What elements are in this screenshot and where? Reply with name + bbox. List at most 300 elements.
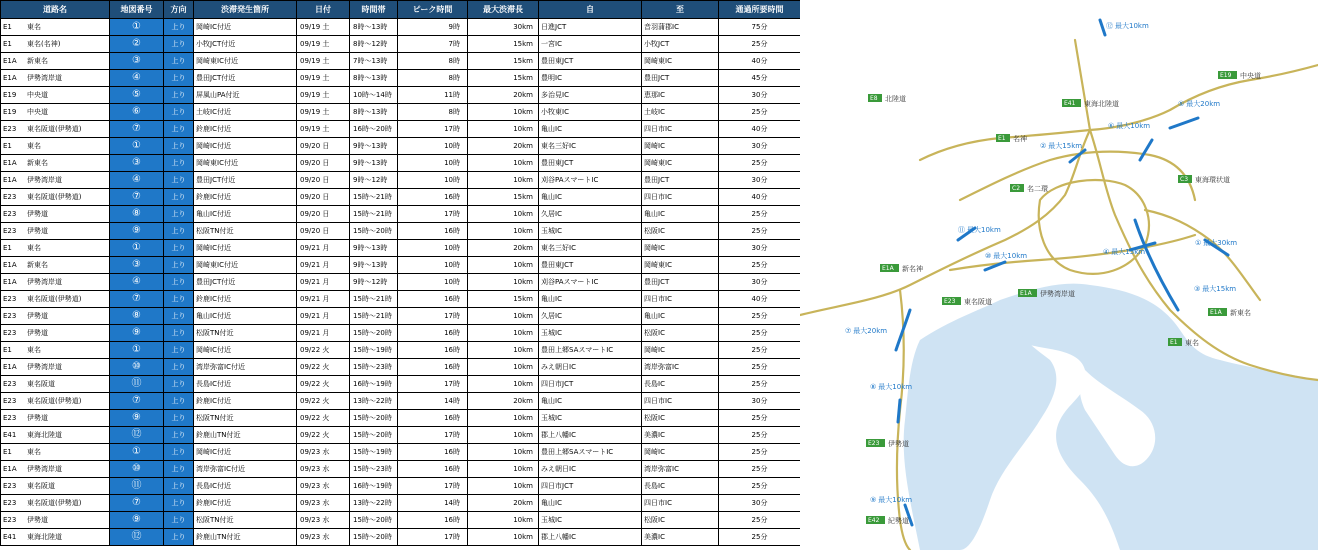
cell-len: 10km bbox=[468, 308, 539, 325]
cell-dir: 上り bbox=[164, 427, 194, 444]
road-code: E23 bbox=[3, 516, 17, 524]
cell-loc: 屏風山PA付近 bbox=[194, 87, 297, 104]
cell-dur: 25分 bbox=[719, 223, 801, 240]
cell-dur: 40分 bbox=[719, 121, 801, 138]
cell-from: 久居IC bbox=[539, 206, 642, 223]
road-badge-name: 東海北陸道 bbox=[1084, 100, 1119, 108]
cell-peak: 8時 bbox=[398, 53, 468, 70]
cell-peak: 16時 bbox=[398, 223, 468, 240]
table-row bbox=[1, 172, 801, 189]
road-name: 伊勢道 bbox=[27, 414, 48, 422]
cell-time: 15時～21時 bbox=[350, 308, 398, 325]
cell-len: 10km bbox=[468, 172, 539, 189]
cell-time: 15時～19時 bbox=[350, 342, 398, 359]
cell-time: 15時～23時 bbox=[350, 359, 398, 376]
road-name: 伊勢道 bbox=[27, 227, 48, 235]
header-to: 至 bbox=[642, 1, 719, 19]
cell-road bbox=[1, 495, 110, 512]
road-badge-name: 東名 bbox=[1185, 339, 1199, 347]
cell-peak: 17時 bbox=[398, 529, 468, 546]
cell-dur: 25分 bbox=[719, 342, 801, 359]
cell-from: 玉城IC bbox=[539, 410, 642, 427]
cell-dir: 上り bbox=[164, 308, 194, 325]
cell-peak: 16時 bbox=[398, 342, 468, 359]
cell-road bbox=[1, 444, 110, 461]
cell-peak: 14時 bbox=[398, 393, 468, 410]
cell-to: 岡崎IC bbox=[642, 342, 719, 359]
cell-dir: 上り bbox=[164, 444, 194, 461]
cell-dur: 25分 bbox=[719, 478, 801, 495]
road-name: 伊勢湾岸道 bbox=[27, 278, 62, 286]
congestion-label-text: 最大10km bbox=[993, 252, 1028, 260]
table-row bbox=[1, 512, 801, 529]
cell-peak: 11時 bbox=[398, 87, 468, 104]
cell-dur: 25分 bbox=[719, 461, 801, 478]
table-row bbox=[1, 240, 801, 257]
road-name: 伊勢道 bbox=[27, 329, 48, 337]
cell-road bbox=[1, 19, 110, 36]
cell-len: 10km bbox=[468, 461, 539, 478]
cell-date: 09/23 水 bbox=[297, 495, 350, 512]
cell-date: 09/21 月 bbox=[297, 274, 350, 291]
congestion-label-number: ⑨ bbox=[870, 496, 877, 504]
road-code: E23 bbox=[3, 499, 17, 507]
cell-date: 09/19 土 bbox=[297, 104, 350, 121]
cell-to: 四日市IC bbox=[642, 495, 719, 512]
cell-time: 15時～20時 bbox=[350, 512, 398, 529]
cell-loc: 土岐IC付近 bbox=[194, 104, 297, 121]
cell-dur: 25分 bbox=[719, 104, 801, 121]
cell-dur: 30分 bbox=[719, 138, 801, 155]
cell-road bbox=[1, 410, 110, 427]
road-name: 東名 bbox=[27, 142, 41, 150]
cell-dur: 30分 bbox=[719, 240, 801, 257]
congestion-label-number: ⑥ bbox=[1108, 122, 1115, 130]
road-code: E19 bbox=[3, 108, 17, 116]
cell-to: 松阪IC bbox=[642, 512, 719, 529]
cell-dir: 上り bbox=[164, 104, 194, 121]
cell-len: 20km bbox=[468, 393, 539, 410]
cell-dur: 25分 bbox=[719, 308, 801, 325]
congestion-map bbox=[800, 0, 1318, 550]
cell-dur: 25分 bbox=[719, 206, 801, 223]
cell-from: 久居IC bbox=[539, 308, 642, 325]
cell-map: ① bbox=[110, 138, 164, 155]
cell-to: 岡崎IC bbox=[642, 138, 719, 155]
cell-time: 8時～13時 bbox=[350, 104, 398, 121]
road-badge-code: E1 bbox=[1170, 339, 1178, 346]
cell-date: 09/22 火 bbox=[297, 359, 350, 376]
cell-peak: 16時 bbox=[398, 461, 468, 478]
cell-len: 10km bbox=[468, 257, 539, 274]
cell-to: 恵那IC bbox=[642, 87, 719, 104]
road-code: E23 bbox=[3, 193, 17, 201]
cell-to: 小牧JCT bbox=[642, 36, 719, 53]
header-date: 日付 bbox=[297, 1, 350, 19]
cell-dir: 上り bbox=[164, 19, 194, 36]
cell-road bbox=[1, 359, 110, 376]
cell-dur: 30分 bbox=[719, 274, 801, 291]
cell-map: ⑨ bbox=[110, 512, 164, 529]
table-row bbox=[1, 138, 801, 155]
cell-map: ⑤ bbox=[110, 87, 164, 104]
cell-time: 9時～13時 bbox=[350, 240, 398, 257]
cell-dur: 25分 bbox=[719, 376, 801, 393]
table-row bbox=[1, 393, 801, 410]
cell-date: 09/21 月 bbox=[297, 308, 350, 325]
cell-peak: 17時 bbox=[398, 121, 468, 138]
cell-dur: 25分 bbox=[719, 257, 801, 274]
cell-loc: 岡崎東IC付近 bbox=[194, 155, 297, 172]
cell-dur: 30分 bbox=[719, 87, 801, 104]
cell-time: 9時～13時 bbox=[350, 155, 398, 172]
cell-map: ③ bbox=[110, 155, 164, 172]
cell-dur: 40分 bbox=[719, 189, 801, 206]
cell-peak: 17時 bbox=[398, 206, 468, 223]
cell-loc: 豊田JCT付近 bbox=[194, 274, 297, 291]
cell-map: ④ bbox=[110, 274, 164, 291]
cell-from: 豊田東JCT bbox=[539, 257, 642, 274]
header-from: 自 bbox=[539, 1, 642, 19]
cell-time: 15時～20時 bbox=[350, 410, 398, 427]
cell-peak: 16時 bbox=[398, 189, 468, 206]
cell-time: 9時～13時 bbox=[350, 257, 398, 274]
road-badge-name: 伊勢道 bbox=[888, 440, 909, 448]
cell-from: 豊明IC bbox=[539, 70, 642, 87]
road-name: 東名阪道(伊勢道) bbox=[27, 499, 82, 507]
congestion-label-text: 最大30km bbox=[1203, 239, 1238, 247]
road-code: E1 bbox=[3, 142, 12, 150]
road-name: 中央道 bbox=[27, 91, 48, 99]
road-code: E1A bbox=[3, 363, 17, 371]
road-code: E1A bbox=[3, 278, 17, 286]
cell-peak: 17時 bbox=[398, 427, 468, 444]
cell-time: 16時～19時 bbox=[350, 376, 398, 393]
road-code: E41 bbox=[3, 431, 17, 439]
road-badge-code: E42 bbox=[868, 517, 880, 524]
congestion-label-text: 最大15km bbox=[1202, 285, 1237, 293]
road-badge-code: E1A bbox=[1210, 309, 1222, 316]
road-code: E23 bbox=[3, 125, 17, 133]
road-name: 伊勢湾岸道 bbox=[27, 465, 62, 473]
table-row bbox=[1, 53, 801, 70]
road-code: E23 bbox=[3, 227, 17, 235]
cell-peak: 16時 bbox=[398, 512, 468, 529]
cell-loc: 湾岸弥富IC付近 bbox=[194, 359, 297, 376]
cell-loc: 松阪TN付近 bbox=[194, 223, 297, 240]
cell-dir: 上り bbox=[164, 478, 194, 495]
cell-dir: 上り bbox=[164, 495, 194, 512]
congestion-label-text: 最大10km bbox=[967, 226, 1001, 234]
cell-to: 岡崎東IC bbox=[642, 53, 719, 70]
cell-date: 09/21 月 bbox=[297, 257, 350, 274]
cell-time: 15時～20時 bbox=[350, 325, 398, 342]
cell-dir: 上り bbox=[164, 223, 194, 240]
cell-road bbox=[1, 325, 110, 342]
cell-from: 四日市JCT bbox=[539, 376, 642, 393]
road-badge bbox=[942, 297, 992, 306]
cell-road bbox=[1, 104, 110, 121]
road-badge-name: 東名阪道 bbox=[964, 298, 992, 306]
cell-road bbox=[1, 461, 110, 478]
cell-time: 15時～20時 bbox=[350, 427, 398, 444]
cell-to: 豊田JCT bbox=[642, 172, 719, 189]
table-row bbox=[1, 495, 801, 512]
cell-dir: 上り bbox=[164, 461, 194, 478]
cell-dur: 25分 bbox=[719, 444, 801, 461]
header-location: 渋滞発生箇所 bbox=[194, 1, 297, 19]
cell-from: 東名三好IC bbox=[539, 138, 642, 155]
cell-dir: 上り bbox=[164, 53, 194, 70]
road-badge bbox=[1178, 175, 1230, 184]
road-code: E23 bbox=[3, 380, 17, 388]
cell-map: ③ bbox=[110, 53, 164, 70]
cell-peak: 8時 bbox=[398, 104, 468, 121]
table-row bbox=[1, 444, 801, 461]
road-badge bbox=[866, 439, 909, 448]
jam-segment-8 bbox=[898, 400, 900, 422]
cell-road bbox=[1, 189, 110, 206]
cell-len: 10km bbox=[468, 104, 539, 121]
cell-to: 四日市IC bbox=[642, 393, 719, 410]
road-name: 東海北陸道 bbox=[27, 533, 62, 541]
cell-len: 10km bbox=[468, 155, 539, 172]
header-road: 道路名 bbox=[1, 1, 110, 19]
cell-dur: 25分 bbox=[719, 325, 801, 342]
cell-to: 四日市IC bbox=[642, 121, 719, 138]
table-row bbox=[1, 529, 801, 546]
cell-len: 10km bbox=[468, 359, 539, 376]
cell-from: 一宮IC bbox=[539, 36, 642, 53]
cell-len: 10km bbox=[468, 427, 539, 444]
road-name: 東名阪道(伊勢道) bbox=[27, 193, 82, 201]
cell-map: ⑥ bbox=[110, 104, 164, 121]
road-badge-name: 中央道 bbox=[1240, 72, 1261, 80]
cell-len: 15km bbox=[468, 189, 539, 206]
cell-map: ⑦ bbox=[110, 189, 164, 206]
table-body bbox=[1, 19, 801, 546]
table-row bbox=[1, 155, 801, 172]
cell-loc: 松阪TN付近 bbox=[194, 325, 297, 342]
road-name: 伊勢湾岸道 bbox=[27, 363, 62, 371]
road-code: E1 bbox=[3, 448, 12, 456]
cell-map: ④ bbox=[110, 70, 164, 87]
cell-date: 09/19 土 bbox=[297, 53, 350, 70]
map-canvas bbox=[800, 0, 1318, 550]
cell-map: ① bbox=[110, 19, 164, 36]
road-name: 新東名 bbox=[27, 261, 48, 269]
cell-from: 亀山IC bbox=[539, 291, 642, 308]
cell-dir: 上り bbox=[164, 155, 194, 172]
road-badge-name: 東海環状道 bbox=[1195, 176, 1230, 184]
road-code: E1 bbox=[3, 40, 12, 48]
table-row bbox=[1, 427, 801, 444]
cell-road bbox=[1, 172, 110, 189]
cell-date: 09/23 水 bbox=[297, 444, 350, 461]
cell-from: みえ朝日IC bbox=[539, 461, 642, 478]
cell-to: 四日市IC bbox=[642, 291, 719, 308]
cell-len: 10km bbox=[468, 410, 539, 427]
table-row bbox=[1, 206, 801, 223]
cell-to: 岡崎東IC bbox=[642, 257, 719, 274]
cell-road bbox=[1, 155, 110, 172]
congestion-label-number: ① bbox=[1195, 239, 1202, 247]
cell-len: 20km bbox=[468, 87, 539, 104]
cell-date: 09/21 月 bbox=[297, 325, 350, 342]
cell-date: 09/23 水 bbox=[297, 461, 350, 478]
road-name: 新東名 bbox=[27, 57, 48, 65]
congestion-label-text: 最大20km bbox=[853, 327, 888, 335]
cell-len: 10km bbox=[468, 529, 539, 546]
road-badge-code: E23 bbox=[868, 440, 880, 447]
cell-from: 亀山IC bbox=[539, 121, 642, 138]
cell-dir: 上り bbox=[164, 410, 194, 427]
cell-loc: 岡崎東IC付近 bbox=[194, 257, 297, 274]
cell-to: 美濃IC bbox=[642, 427, 719, 444]
road-name: 伊勢道 bbox=[27, 312, 48, 320]
cell-date: 09/21 月 bbox=[297, 240, 350, 257]
cell-len: 10km bbox=[468, 121, 539, 138]
road-badge-name: 伊勢湾岸道 bbox=[1040, 290, 1075, 298]
cell-dir: 上り bbox=[164, 172, 194, 189]
cell-map: ④ bbox=[110, 172, 164, 189]
road-name: 新東名 bbox=[27, 159, 48, 167]
table-row bbox=[1, 376, 801, 393]
cell-map: ⑦ bbox=[110, 121, 164, 138]
congestion-label-text: 最大20km bbox=[1186, 100, 1221, 108]
cell-to: 岡崎IC bbox=[642, 444, 719, 461]
cell-dir: 上り bbox=[164, 529, 194, 546]
cell-peak: 10時 bbox=[398, 138, 468, 155]
cell-time: 8時～13時 bbox=[350, 70, 398, 87]
cell-dur: 40分 bbox=[719, 291, 801, 308]
cell-map: ② bbox=[110, 36, 164, 53]
cell-from: 日進JCT bbox=[539, 19, 642, 36]
cell-dur: 25分 bbox=[719, 410, 801, 427]
cell-date: 09/19 土 bbox=[297, 121, 350, 138]
cell-len: 10km bbox=[468, 342, 539, 359]
cell-loc: 小牧JCT付近 bbox=[194, 36, 297, 53]
road-badge-name: 新名神 bbox=[902, 265, 923, 273]
cell-road bbox=[1, 121, 110, 138]
cell-to: 岡崎東IC bbox=[642, 155, 719, 172]
road-code: E1A bbox=[3, 57, 17, 65]
cell-time: 16時～19時 bbox=[350, 478, 398, 495]
cell-dir: 上り bbox=[164, 189, 194, 206]
cell-map: ⑪ bbox=[110, 478, 164, 495]
cell-peak: 16時 bbox=[398, 410, 468, 427]
cell-time: 15時～23時 bbox=[350, 461, 398, 478]
cell-loc: 豊田JCT付近 bbox=[194, 172, 297, 189]
cell-loc: 湾岸弥富IC付近 bbox=[194, 461, 297, 478]
cell-dir: 上り bbox=[164, 376, 194, 393]
road-name: 東名 bbox=[27, 346, 41, 354]
cell-road bbox=[1, 257, 110, 274]
header-map-number: 地図番号 bbox=[110, 1, 164, 19]
congestion-label-text: 最大10km bbox=[878, 383, 913, 391]
header-max-length: 最大渋滞長 bbox=[468, 1, 539, 19]
cell-map: ① bbox=[110, 240, 164, 257]
cell-dir: 上り bbox=[164, 257, 194, 274]
road-name: 伊勢湾岸道 bbox=[27, 176, 62, 184]
cell-map: ⑦ bbox=[110, 291, 164, 308]
cell-from: 小牧東IC bbox=[539, 104, 642, 121]
cell-road bbox=[1, 393, 110, 410]
cell-peak: 10時 bbox=[398, 240, 468, 257]
cell-date: 09/23 水 bbox=[297, 478, 350, 495]
cell-to: 松阪IC bbox=[642, 410, 719, 427]
cell-peak: 10時 bbox=[398, 172, 468, 189]
cell-len: 10km bbox=[468, 376, 539, 393]
cell-date: 09/23 水 bbox=[297, 529, 350, 546]
cell-dir: 上り bbox=[164, 359, 194, 376]
cell-time: 10時～14時 bbox=[350, 87, 398, 104]
cell-road bbox=[1, 138, 110, 155]
cell-time: 9時～12時 bbox=[350, 172, 398, 189]
cell-peak: 8時 bbox=[398, 70, 468, 87]
cell-time: 9時～13時 bbox=[350, 138, 398, 155]
cell-map: ⑨ bbox=[110, 325, 164, 342]
cell-dur: 40分 bbox=[719, 53, 801, 70]
road-badge bbox=[866, 516, 909, 525]
header-peak: ピーク時間 bbox=[398, 1, 468, 19]
cell-len: 15km bbox=[468, 53, 539, 70]
table-row bbox=[1, 325, 801, 342]
cell-road bbox=[1, 478, 110, 495]
cell-road bbox=[1, 274, 110, 291]
cell-road bbox=[1, 53, 110, 70]
cell-from: 刈谷PAスマートIC bbox=[539, 172, 642, 189]
cell-time: 15時～20時 bbox=[350, 529, 398, 546]
table-row bbox=[1, 19, 801, 36]
road-badge bbox=[1208, 308, 1251, 317]
cell-date: 09/20 日 bbox=[297, 172, 350, 189]
cell-peak: 10時 bbox=[398, 274, 468, 291]
cell-from: みえ朝日IC bbox=[539, 359, 642, 376]
cell-to: 亀山IC bbox=[642, 308, 719, 325]
cell-loc: 豊田JCT付近 bbox=[194, 70, 297, 87]
cell-date: 09/21 月 bbox=[297, 291, 350, 308]
cell-peak: 16時 bbox=[398, 359, 468, 376]
cell-loc: 長島IC付近 bbox=[194, 478, 297, 495]
cell-date: 09/22 火 bbox=[297, 410, 350, 427]
road-badge-code: E1A bbox=[882, 265, 894, 272]
cell-to: 音羽蒲郡IC bbox=[642, 19, 719, 36]
cell-len: 30km bbox=[468, 19, 539, 36]
cell-date: 09/20 日 bbox=[297, 155, 350, 172]
cell-dur: 30分 bbox=[719, 172, 801, 189]
cell-dir: 上り bbox=[164, 240, 194, 257]
cell-to: 四日市IC bbox=[642, 189, 719, 206]
cell-date: 09/23 水 bbox=[297, 512, 350, 529]
cell-from: 亀山IC bbox=[539, 393, 642, 410]
cell-to: 土岐IC bbox=[642, 104, 719, 121]
header-duration: 通過所要時間 bbox=[719, 1, 801, 19]
table-row bbox=[1, 274, 801, 291]
cell-loc: 岡崎IC付近 bbox=[194, 342, 297, 359]
cell-road bbox=[1, 240, 110, 257]
cell-loc: 松阪TN付近 bbox=[194, 410, 297, 427]
road-code: E23 bbox=[3, 210, 17, 218]
congestion-label-text: 最大15km bbox=[1048, 142, 1083, 150]
cell-from: 郡上八幡IC bbox=[539, 529, 642, 546]
cell-peak: 7時 bbox=[398, 36, 468, 53]
road-code: E1A bbox=[3, 261, 17, 269]
cell-map: ⑦ bbox=[110, 495, 164, 512]
cell-map: ⑫ bbox=[110, 427, 164, 444]
road-badge-code: E19 bbox=[1220, 72, 1232, 79]
road-code: E41 bbox=[3, 533, 17, 541]
